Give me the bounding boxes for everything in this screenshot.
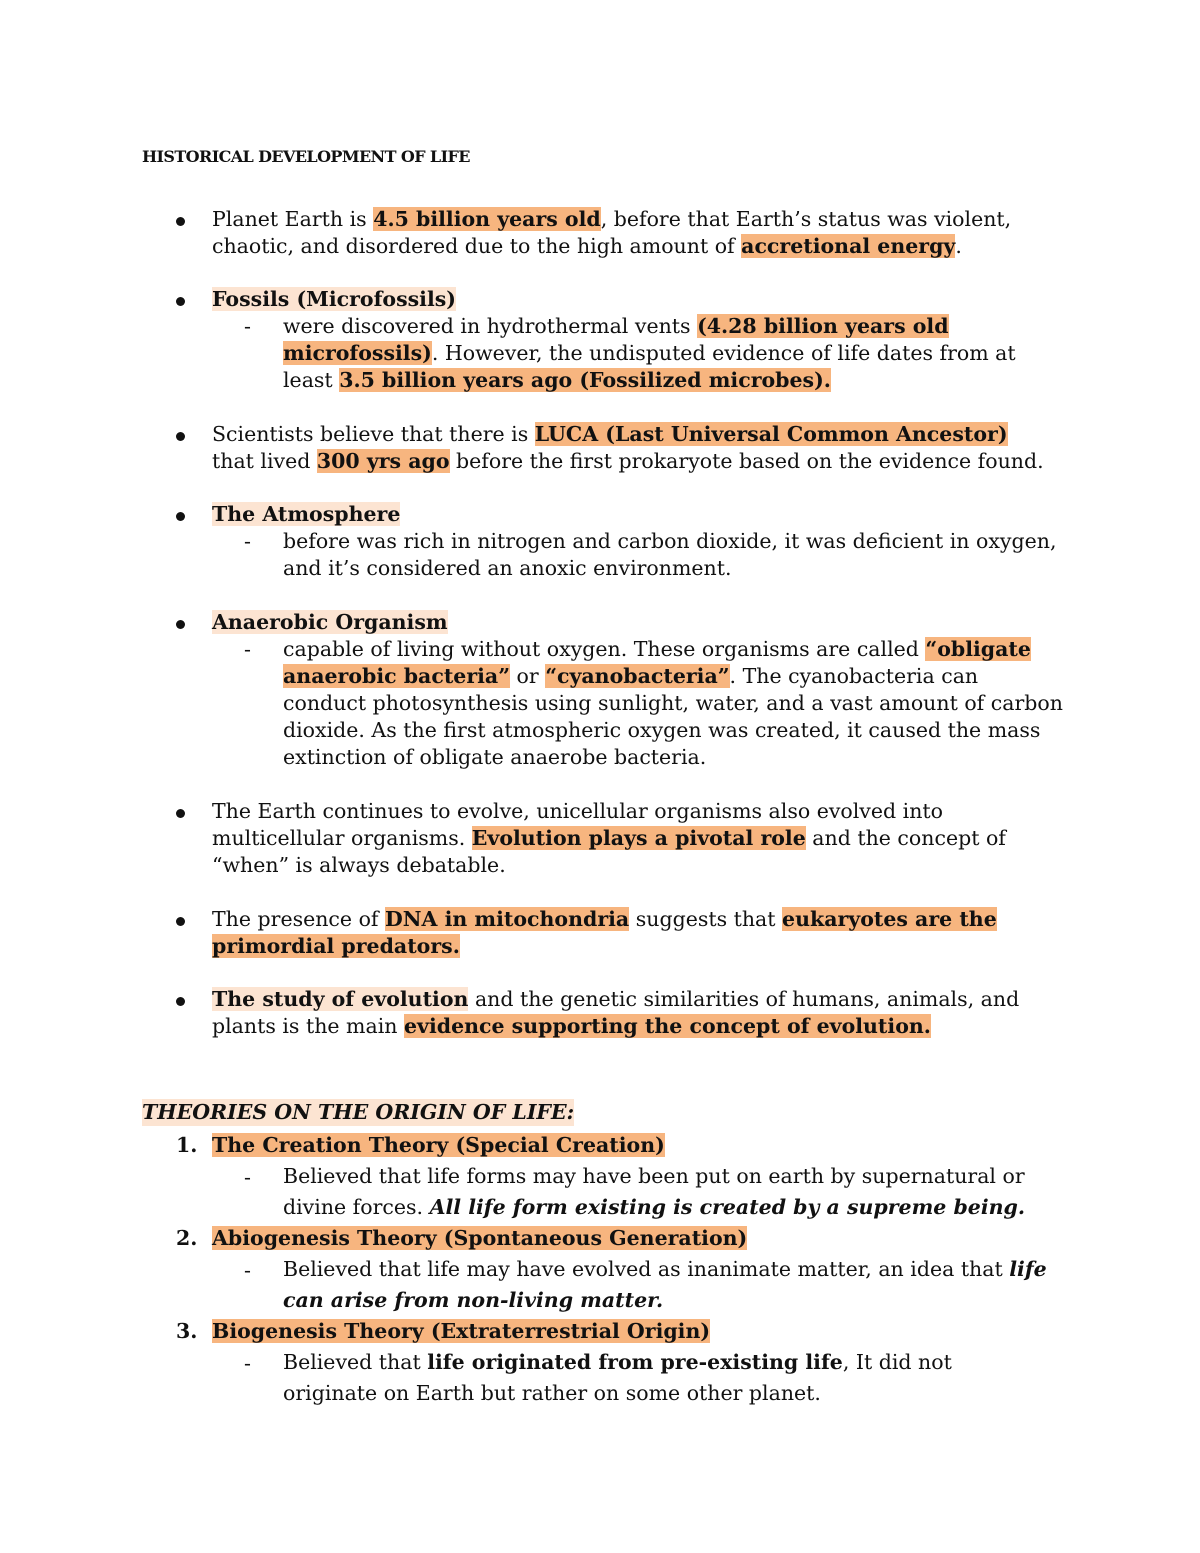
dash-icon: - [244,637,251,661]
bullet-7-line-1: The presence of DNA in mitochondria suggests that eukaryotes are the [212,907,997,931]
list-number: 3. [176,1319,198,1343]
bullet-3-line-2: that lived 300 yrs ago before the first prokaryote based on the evidence found. [212,449,1044,473]
highlight: LUCA (Last Universal Common Ancestor) [534,422,1008,446]
document-title: HISTORICAL DEVELOPMENT OF LIFE [142,147,470,166]
bullet-icon [176,512,185,521]
bullet-4-sub-line-2: and it’s considered an anoxic environment. [283,556,732,580]
highlight: DNA in mitochondria [385,907,630,931]
highlight: accretional energy [741,234,956,258]
bullet-icon [176,809,185,818]
highlight: primordial predators. [212,934,460,958]
theory-1-heading: The Creation Theory (Special Creation) [212,1133,665,1157]
bullet-2-heading: Fossils (Microfossils) [212,287,456,311]
bullet-4-heading: The Atmosphere [212,502,401,526]
bullet-icon [176,997,185,1006]
bullet-icon [176,432,185,441]
bullet-5-heading: Anaerobic Organism [212,610,448,634]
dash-icon: - [244,1351,251,1375]
bullet-icon [176,297,185,306]
highlight: microfossils) [283,341,432,365]
bullet-icon [176,917,185,926]
highlight: “cyanobacteria” [545,664,730,688]
highlight: eukaryotes are the [782,907,997,931]
highlight: Evolution plays a pivotal role [471,826,806,850]
list-number: 1. [176,1133,198,1157]
bullet-8-line-2: plants is the main evidence supporting the concept of evolution. [212,1014,931,1038]
bullet-3-line-1: Scientists believe that there is LUCA (Last Universal Common Ancestor) [212,422,1008,446]
bullet-2-sub-line-3: least 3.5 billion years ago (Fossilized microbes). [283,368,831,392]
highlight: 3.5 billion years ago (Fossilized microbes). [339,368,831,392]
list-number: 2. [176,1226,198,1250]
highlight: evidence supporting the concept of evolution. [404,1014,931,1038]
theory-3-sub-line-2: originate on Earth but rather on some other planet. [283,1381,821,1405]
dash-icon: - [244,314,251,338]
bullet-1-line-1: Planet Earth is 4.5 billion years old, before that Earth’s status was violent, [212,207,1012,231]
bullet-8-line-1: The study of evolution and the genetic similarities of humans, animals, and [212,987,1020,1011]
bullet-6-line-1: The Earth continues to evolve, unicellular organisms also evolved into [212,799,944,823]
bullet-5-sub-line-5: extinction of obligate anaerobe bacteria. [283,745,707,769]
highlight: 4.5 billion years old [373,207,601,231]
highlight: “obligate [925,637,1031,661]
theory-2-heading: Abiogenesis Theory (Spontaneous Generation) [212,1226,748,1250]
highlight: anaerobic bacteria” [283,664,511,688]
bullet-6-line-3: “when” is always debatable. [212,853,506,877]
dash-icon: - [244,1165,251,1189]
theory-3-sub-line-1: Believed that life originated from pre-existing life, It did not [283,1350,952,1374]
bullet-1-line-2: chaotic, and disordered due to the high amount of accretional energy. [212,234,962,258]
bullet-2-sub-line-2: microfossils). However, the undisputed evidence of life dates from at [283,341,1016,365]
highlight: 300 yrs ago [316,449,450,473]
theories-heading: THEORIES ON THE ORIGIN OF LIFE: [142,1100,575,1124]
theory-1-sub-line-2: divine forces. All life form existing is created by a supreme being. [283,1195,1026,1219]
theory-2-sub-line-1: Believed that life may have evolved as inanimate matter, an idea that life [283,1257,1047,1281]
highlight: The study of evolution [212,987,469,1011]
bullet-icon [176,217,185,226]
theory-3-heading: Biogenesis Theory (Extraterrestrial Origin) [212,1319,711,1343]
bullet-6-line-2: multicellular organisms. Evolution plays a pivotal role and the concept of [212,826,1006,850]
highlight: (4.28 billion years old [697,314,949,338]
theory-1-sub-line-1: Believed that life forms may have been put on earth by supernatural or [283,1164,1025,1188]
bullet-5-sub-line-2: anaerobic bacteria” or “cyanobacteria”. The cyanobacteria can [283,664,979,688]
bullet-2-sub-line-1: were discovered in hydrothermal vents (4.28 billion years old [283,314,949,338]
bullet-4-sub-line-1: before was rich in nitrogen and carbon dioxide, it was deficient in oxygen, [283,529,1057,553]
dash-icon: - [244,1258,251,1282]
bullet-icon [176,620,185,629]
bullet-5-sub-line-4: dioxide. As the first atmospheric oxygen was created, it caused the mass [283,718,1041,742]
dash-icon: - [244,529,251,553]
bullet-7-line-2 [212,933,460,960]
bullet-5-sub-line-1: capable of living without oxygen. These organisms are called “obligate [283,637,1031,661]
bullet-5-sub-line-3: conduct photosynthesis using sunlight, water, and a vast amount of carbon [283,691,1063,715]
theory-2-sub-line-2: can arise from non-living matter. [283,1288,664,1312]
